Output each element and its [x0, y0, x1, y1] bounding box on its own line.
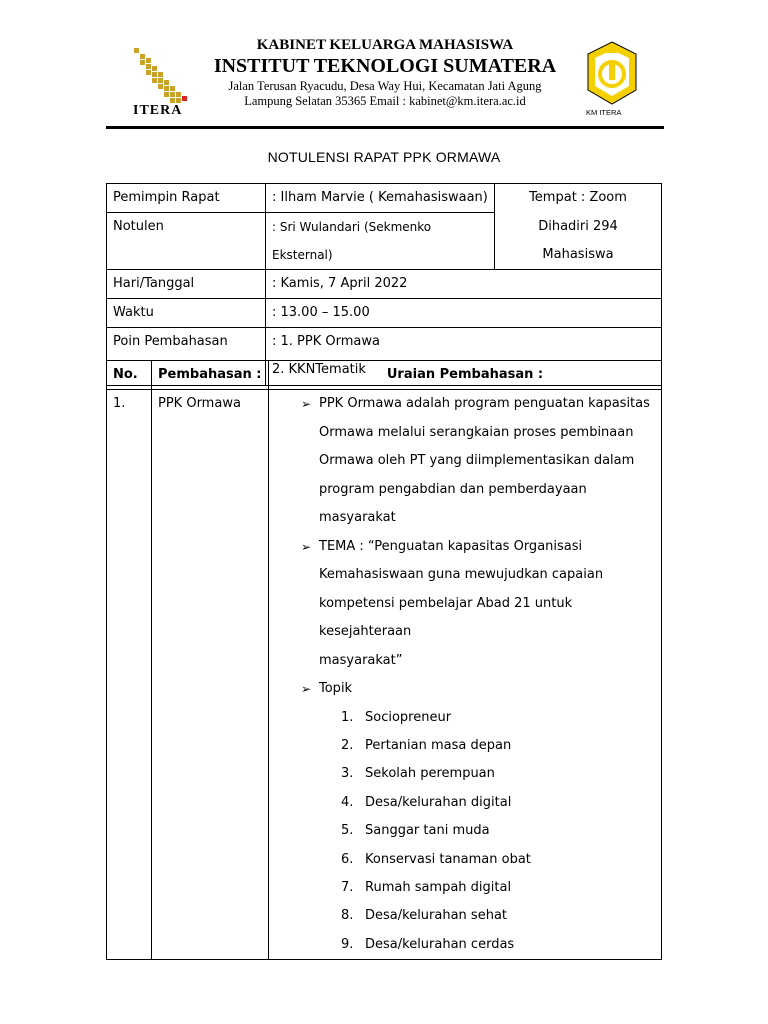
km-itera-logo-text: KM ITERA	[586, 108, 622, 117]
bullet-definition: ➢ PPK Ormawa adalah program penguatan kapasitas Ormawa melalui serangkaian proses pembinaan Ormawa oleh PT yang diimplementasikan dalam program pengabdian dan pemberdayaan masyarakat	[269, 390, 661, 533]
points-label: Poin Pembahasan	[107, 328, 266, 386]
document-title: NOTULENSI RAPAT PPK ORMAWA	[267, 149, 501, 165]
letterhead-org: KABINET KELUARGA MAHASISWA	[256, 37, 514, 53]
list-item: 6. Konservasi tanaman obat	[341, 851, 531, 867]
list-item: 5. Sanggar tani muda	[341, 823, 490, 839]
leader-label: Pemimpin Rapat	[107, 184, 266, 213]
header-no: No.	[107, 361, 152, 390]
place-value: Tempat : Zoom	[495, 184, 662, 213]
time-value: : 13.00 – 15.00	[266, 299, 662, 328]
letterhead-address: Jalan Terusan Ryacudu, Desa Way Hui, Kecamatan Jati Agung	[228, 79, 542, 93]
list-item: 3. Sekolah perempuan	[341, 766, 495, 782]
list-item: 1. Sociopreneur	[341, 709, 452, 725]
notulen-label: Notulen	[107, 213, 266, 270]
letterhead	[0, 0, 768, 135]
date-value: : Kamis, 7 April 2022	[266, 270, 662, 299]
time-label: Waktu	[107, 299, 266, 328]
points-item-1: : 1. PPK Ormawa	[272, 334, 380, 349]
attendance-value: Dihadiri 294 Mahasiswa	[495, 213, 662, 270]
topic-list	[269, 704, 661, 960]
bullet-tema: ➢ TEMA : “Penguatan kapasitas Organisasi Kemahasiswaan guna mewujudkan capaian kompetensi pembelajar Abad 21 untuk kesejahteraan masyarakat”	[269, 533, 661, 676]
list-item: 9. Desa/kelurahan cerdas	[341, 936, 515, 952]
arrow-bullet-icon: ➢	[301, 682, 312, 696]
letterhead-contact: Lampung Selatan 35365 Email : kabinet@km.itera.ac.id	[244, 94, 526, 108]
leader-value: : Ilham Marvie ( Kemahasiswaan)	[266, 184, 495, 213]
list-item: 2. Pertanian masa depan	[341, 737, 512, 753]
arrow-bullet-icon: ➢	[301, 539, 312, 554]
header-uraian: Uraian Pembahasan :	[269, 361, 662, 390]
meeting-info-table	[106, 183, 662, 386]
table-header-row	[107, 361, 662, 390]
points-item-2: 2. KKNTematik	[272, 362, 366, 377]
row-pembahasan: PPK Ormawa	[152, 390, 269, 960]
date-label: Hari/Tanggal	[107, 270, 266, 299]
list-item: 7. Rumah sampah digital	[341, 879, 512, 895]
row-no: 1.	[107, 390, 152, 960]
list-item: 8. Desa/kelurahan sehat	[341, 908, 508, 924]
discussion-table	[106, 360, 662, 960]
letterhead-divider	[106, 126, 664, 129]
itera-logo-text: ITERA	[133, 103, 183, 118]
arrow-bullet-icon: ➢	[301, 397, 312, 411]
list-item: 4. Desa/kelurahan digital	[341, 794, 512, 810]
bullet-topik: ➢ Topik	[269, 675, 661, 704]
table-row	[107, 390, 662, 960]
letterhead-institute: INSTITUT TEKNOLOGI SUMATERA	[213, 55, 557, 77]
notulen-value: : Sri Wulandari (Sekmenko Eksternal)	[266, 213, 495, 270]
header-pembahasan: Pembahasan :	[152, 361, 269, 390]
row-uraian	[269, 390, 662, 960]
